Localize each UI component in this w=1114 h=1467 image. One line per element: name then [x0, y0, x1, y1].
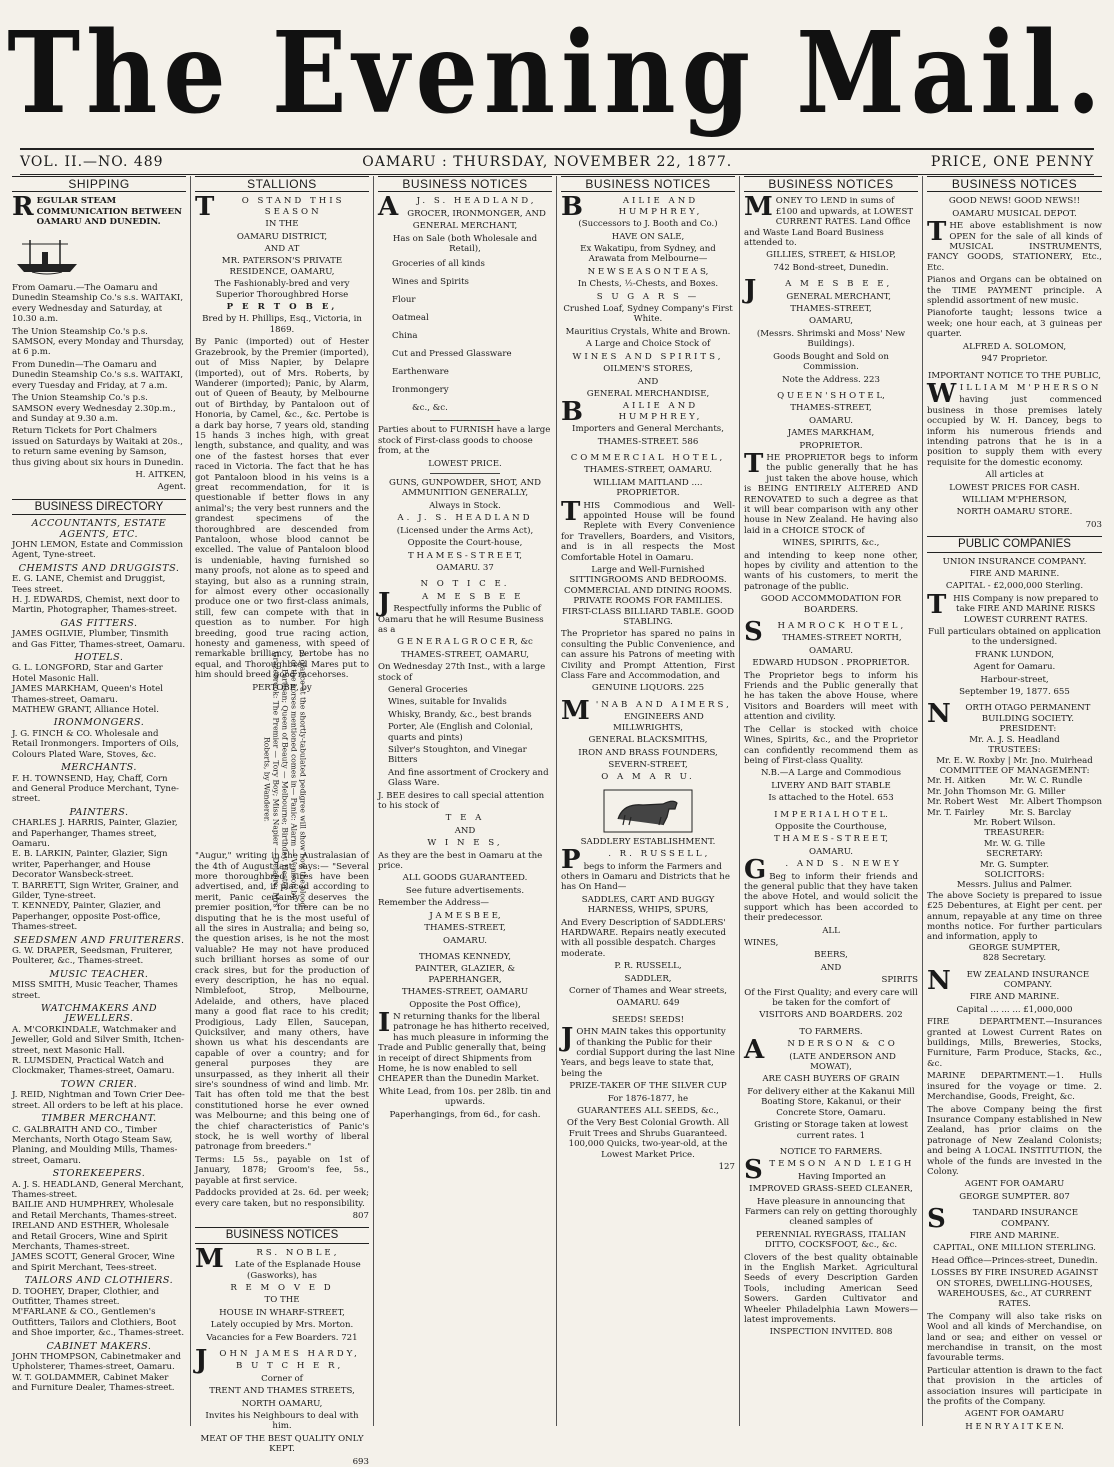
nz-insurance-ad: N EW ZEALAND INSURANCE COMPANY. FIRE AND MARINE. Capital ... ... ... £1,000,000 FIRE DEPARTMENT.—Insurances granted at Lowest Current Rates on buildings, Mills, Breweries, Stocks, Furniture, Farm Produce, Stacks, &c., &c. MARINE DEPARTMENT.—1. Hulls insured for the voyage or time. 2. Merchandise, Goods, Freight, &c. The above Company being the first Insurance Company established in New Zealand, has prior claims on the patronage of New Zealand Colonists; and being A LOCAL INSTITUTION, the whole of the funds are invested in the Colony. AGENT FOR OAMARU GEORGE SUMPTER. 807	[927, 965, 1102, 1202]
standard-insurance-ad: S TANDARD INSURANCE COMPANY. FIRE AND MARINE. CAPITAL, ONE MILLION STERLING. Head Office—Princes-street, Dunedin. LOSSES BY FIRE INSURED AGAINST ON STORES, DWELLING-HOUSES, WAREHOUSES, &c., AT CURRENT RATES. The Company will also take risks on Wool and all kinds of Merchandise, on land or sea; and either on vessel or merchandise in transit, on the most favourable terms. Particular attention is drawn to the fact that provision in the articles of association insures will participate in the profits of the Company. AGENT FOR OAMARU H E N R Y A I T K E N.	[927, 1204, 1102, 1432]
pedigree-table: A glance at the shortly-tabulated pedigree will show how the blood of the horses mentioned comes in— Panic: Alarm — Venison by Partisan; Queen of Beauty — Melbourne; Birthday. Hester Grazebrook: The Premier — Tory Boy; Miss Napier — Delapre; Mrs Roberts, by Wanderer.	[262, 651, 308, 908]
jbee-ad: J A M E S B E E, GENERAL MERCHANT, THAMES-STREET, OAMARU, (Messrs. Shrimski and Moss' New Buildings). Goods Bought and Sold on Commission. Note the Address. 223	[744, 275, 906, 385]
directory-entry: CHEMISTS AND DRUGGISTS. E. G. LANE, Chemist and Druggist, Tees street.	[12, 562, 180, 595]
shipping-sign: H. AITKEN,	[135, 469, 186, 480]
music-depot-ad: GOOD NEWS! GOOD NEWS!! OAMARU MUSICAL DEPOT. THE above establishment is now OPEN for the sale of all kinds of MUSICAL INSTRUMENTS, FANCY GOODS, STATIONERY, Etc., Etc. Pianos and Organs can be obtained on the TIME PAYMENT principle. A splendid assortment of new music. Pianoforte taught; lessons twice a week; one hour each, at 3 guineas per quarter. ALFRED A. SOLOMON, 947 Proprietor.	[927, 196, 1102, 365]
drop-cap: J	[561, 1023, 574, 1054]
stemson-ad: NOTICE TO FARMERS. STEMSON AND LEIGH Having Imported an IMPROVED GRASS-SEED CLEANER, Have pleasure in announcing that Farmers can rely on getting thoroughly cleaned samples of PERENNIAL RYEGRASS, ITALIAN DITTO, COCKSFOOT, &c., &c. Clovers of the best quality obtainable in the English Market. Agricultural Seeds of every Description Garden Tools, including American Seed Sowers. Garden Cultivator and Wheeler Philadelphia Lawn Mowers—latest improvements. INSPECTION INVITED. 808	[744, 1146, 918, 1338]
drop-cap: I	[378, 1007, 391, 1038]
directory-entry: E. B. LARKIN, Painter, Glazier, Sign writer, Paperhanger, and House Decorator Wansbeck-street.	[12, 849, 168, 881]
union-insurance-ad: UNION INSURANCE COMPANY. FIRE AND MARINE. CAPITAL - £2,000,000 Sterling. THIS Company is now prepared to take FIRE AND MARINE RISKS LOWEST CURRENT RATES. Full particulars obtained on application to the undersigned. FRANK LUNDON, Agent for Oamaru. Harbour-street, September 19, 1877. 655	[927, 556, 1101, 698]
directory-entry: T. BARRETT, Sign Writer, Grainer, and Gilder, Tyne-street.	[12, 880, 179, 901]
volume-number: VOL. II.—NO. 489	[20, 154, 164, 170]
column-heading: STALLIONS	[195, 176, 369, 192]
dateline	[20, 148, 1094, 175]
directory-entry: JAMES MARKHAM, Queen's Hotel Thames-street, Oamaru.	[12, 684, 163, 705]
column-4	[557, 176, 740, 1426]
north-otago-building-society-ad: N ORTH OTAGO PERMANENT BUILDING SOCIETY. PRESIDENT: Mr. A. J. S. Headland TRUSTEES: Mr. E. W. Roxby | Mr. Jno. Muirhead COMMITTEE OF MANAGEMENT: Mr. H. Aitken Mr. John Thomson Mr. Robert West Mr. T. Fairley Mr. W. C. Rundle Mr. G. Miller Mr. Albert Thompson Mr. S. Barclay Mr. Robert Wilson. TREASURER: Mr. W. G. Tille SECRETARY: Mr. G. Sumpter. SOLICITORS: Messrs. Julius and Palmer. The above Society is prepared to issue £25 Debentures, at Eight per cent. per annum, repayable at any time on three months notice. For further particulars and information, apply to GEORGE SUMPTER, 828 Secretary.	[927, 699, 1102, 964]
shipping-ad	[12, 192, 186, 493]
column-6	[923, 176, 1106, 1432]
drop-cap: M	[744, 192, 773, 223]
shipping-p5: Return Tickets for Port Chalmers issued on Saturdays by Waitaki at 20s., to return same evening by Samson, thus giving about six hours in Dunedin.	[12, 426, 184, 468]
directory-entry: STOREKEEPERS. A. J. S. HEADLAND, General Merchant, Thames-street.	[12, 1168, 184, 1200]
directory-entry: PAINTERS. CHARLES J. HARRIS, Painter, Glazier, and Paperhanger, Thames street, Oamaru.	[12, 806, 178, 849]
drop-cap: R	[12, 192, 34, 223]
directory-entry: TOWN CRIER. J. REID, Nightman and Town Crier Dee-street. All orders to be left at his place.	[12, 1078, 185, 1111]
masthead	[0, 0, 1114, 148]
directory-entry: WATCHMAKERS AND JEWELLERS. A. M'CORKINDALE, Watchmaker and Jeweller, Gold and Silver Smith, Itchen-street, next Masonic Hall.	[12, 1003, 185, 1056]
column-heading: BUSINESS NOTICES	[378, 176, 552, 192]
drop-cap: T	[744, 448, 764, 479]
noble-ad: M RS. NOBLE, Late of the Esplanade House (Gasworks), has R E M O V E D TO THE HOUSE IN WHARF-STREET, Lately occupied by Mrs. Morton. Vacancies for a Few Boarders. 721	[195, 1243, 361, 1343]
column-3	[374, 176, 557, 1426]
mpherson-ad: IMPORTANT NOTICE TO THE PUBLIC, WILLIAM M'PHERSON having just commenced business in those premises lately occupied by W. H. Dancey, begs to inform his numerous friends and intending patrons that he is in a position to supply them with every requisite for the domestic economy. All articles at LOWEST PRICES FOR CASH. WILLIAM M'PHERSON, NORTH OAMARU STORE. 703	[927, 370, 1102, 530]
price: PRICE, ONE PENNY	[930, 154, 1094, 170]
shipping-p2: The Union Steamship Co.'s p.s. SAMSON, every Monday and Thursday, at 6 p.m.	[12, 326, 184, 358]
hardy-ad: J OHN JAMES HARDY, B U T C H E R, Corner of TRENT AND THAMES STREETS, NORTH OAMARU, Invites his Neighbours to deal with him. MEAT OF THE BEST QUALITY ONLY KEPT. 693	[195, 1344, 369, 1467]
kennedy-ad: THOMAS KENNEDY, PAINTER, GLAZIER, & PAPERHANGER, THAMES-STREET, OAMARU Opposite the Post Office), I N returning thanks for the liberal patronage he has hitherto received, has much pleasure in informing the Trade and Public generally that, being in receipt of direct Shipments from Home, he is now enabled to sell CHEAPER than the Dunedin Market. White Lead, from 10s. per 28lb. tin and upwards. Paperhangings, from 6d., for cash.	[378, 951, 552, 1120]
column-heading: BUSINESS NOTICES	[744, 176, 918, 192]
directory-entry: TIMBER MERCHANT. C. GALBRAITH AND CO., Timber Merchants, North Otago Steam Saw, Planing, and Moulding Mills, Thames-street, Oamaru.	[12, 1113, 178, 1166]
drop-cap: B	[561, 397, 583, 428]
column-2	[191, 176, 374, 1467]
directory-entry: IRONMONGERS. J. G. FINCH & CO. Wholesale and Retail Ironmongers. Importers of Oils, Colours Plated Ware, Stoves, &c.	[12, 717, 179, 760]
drop-cap: N	[927, 699, 951, 730]
place-date: OAMARU : THURSDAY, NOVEMBER 22, 1877.	[362, 154, 733, 170]
business-directory	[12, 519, 186, 1394]
directory-entry: M'FARLANE & CO., Gentlemen's Outfitters, Tailors and Clothiers, Boot and Shoe importer, &c., Thames-street.	[12, 1307, 185, 1339]
shipping-intro: EGULAR STEAM COMMUNICATION BETWEEN OAMARU AND DUNEDIN.	[36, 196, 182, 228]
drop-cap: N	[927, 965, 951, 996]
seeds-ad: SEEDS! SEEDS! JOHN MAIN takes this opportunity of thanking the Public for their cordial Support during the last Nine Years, and begs leave to state that, being the PRIZE-TAKER OF THE SILVER CUP For 1876-1877, he GUARANTEES ALL SEEDS, &c., Of the Very Best Colonial Growth. All Fruit Trees and Shrubs Guaranteed. 100,000 Quicks, two-year-old, at the Lowest Market Price. 127	[561, 1014, 735, 1173]
drop-cap: J	[744, 275, 757, 306]
column-1	[8, 176, 191, 1426]
queens-hotel-ad: Q U E E N ' S H O T E L, THAMES-STREET, OAMARU. JAMES MARKHAM, PROPRIETOR. THE PROPRIETOR begs to inform the public generally that he has just taken the above house, which is BEING ENTIRELY ALTERED AND RENOVATED to such a degree as that it will bear comparison with any other house in New Zealand. He having also laid in a CHOICE STOCK of WINES, SPIRITS, &c., and intending to keep none other, hopes by civility and attention to the wants of his customers, to merit the patronage of the public. GOOD ACCOMMODATION FOR BOARDERS.	[744, 390, 918, 615]
directory-entry: ACCOUNTANTS, ESTATE AGENTS, ETC. JOHN LEMON, Estate and Commission Agent, Tyne-street.	[12, 518, 183, 561]
steamship-icon	[12, 234, 82, 276]
column-heading: PUBLIC COMPANIES	[927, 536, 1102, 552]
shamrock-hotel-ad: S HAMROCK HOTEL, THAMES-STREET NORTH, OAMARU. EDWARD HUDSON . PROPRIETOR. The Proprietor begs to inform his Friends and the Public generally that he has taken the above House, where Visitors and Boarders will meet with attention and civility. The Cellar is stocked with choice Wines, Spirits, &c., and the Proprietor can confidently recommend them as being of First-class Quality. N.B.—A Large and Commodious LIVERY AND BAIT STABLE Is attached to the Hotel. 653	[744, 617, 918, 804]
column-heading: BUSINESS DIRECTORY	[12, 499, 186, 515]
drop-cap: T	[195, 192, 215, 223]
drop-cap: G	[744, 855, 767, 886]
drop-cap: J	[378, 587, 391, 618]
column-5	[740, 176, 923, 1426]
stallion-ad: T O STAND THIS SEASON IN THE OAMARU DISTRICT, AND AT MR. PATERSON'S PRIVATE RESIDENCE, OAMARU, The Fashionably-bred and very Superior Thoroughbred Horse P E R T O B E, Bred by H. Phillips, Esq., Victoria, in 1869. By Panic (imported) out of Hester Grazebrook, by the Premier (imported), out of Miss Napier, by Delapre (imported), out of Mrs. Roberts, by Wanderer (imported); Panic, by Alarm, out of Queen of Beauty, by Melbourne out of Birthday, by Pantaloon out of Honoria, by Camel, &c., &c. Pertobe is a dark bay horse, 7 years old, standing 15 hands 3 inches high, with great length, substance, and quality, and was one of the fastest horses that ever raced in Victoria. The fact that he has got Pantaloon blood in his veins is a great recommendation, for it is questionable if better flows in any animal's; the very best runners and the grandest specimens of the thoroughbred are descended from Pantaloon, whose blood cannot be excelled. The value of Pantaloon blood is undeniable, having furnished so many proofs, not alone as to speed and staying, but also as a running strain, for almost every other occasionally produce one or two first-class animals, still, few can compete with that in question as to number. For high breeding, good true racing action, honesty and gameness, with speed of remarkable brilliancy, Pertobe has no equal, and Thoroughbred Mares put to him should breed good racehorses. PERTOBE, by A glance at the shortly-tabulated pedigree will show how the blood of the horses mentioned comes in— Panic: Alarm — Venison by Partisan; Queen of Beauty — Melbourne; Birthday. Hester Grazebrook: The Premier — Tory Boy; Miss Napier — Delapre; Mrs Roberts, by Wanderer. "Augur," writing in the Australasian of the 4th of August last, says:— "Several more thoroughbred sires have been advertised, and, if placed according to merit, Panic certainly deserves the premier position, for there can be no disputing that he is the most useful of all the sires in Australia; and being so, the question arises, is he not the most valuable? He may not have produced such brilliant horses as some of our crack sires, but for the production of every description, he has no equal. Nimblefoot, Strop, Melbourne, Adelaide, and others, have placed many a good flat race to his credit; Prodigious, Lady Ellen, Saucepan, Quicksilver, and many others, have shown us what his descendants are capable of over a country; and for general purposes they are unsurpassed, as they inherit all their sire's soundness of wind and limb. Mr. Tait has often told me that the best constitutioned horse he ever owned was Melbourne; and this being one of the chief characteristics of Panic's stock, he is well worthy of liberal patronage from breeders." Terms: L5 5s., payable on 1st of January, 1878; Groom's fee, 5s., payable at first service. Paddocks provided at 2s. 6d. per week; every care taken, but no responsibility. 807	[195, 192, 369, 1221]
money-ad: MONEY TO LEND in sums of £100 and upwards, at LOWEST CURRENT RATES. Land Office and Waste Land Board Business attended to. GILLIES, STREET, & HISLOP, 742 Bond-street, Dunedin.	[744, 192, 914, 273]
directory-entry: BAILIE AND HUMPHREY, Wholesale and Retail Merchants, Thames-street.	[12, 1200, 177, 1221]
newspaper-title: The Evening Mail.	[7, 7, 1107, 140]
drop-cap: M	[195, 1243, 224, 1274]
commercial-hotel-ad: COMMERCIAL HOTEL, THAMES-STREET, OAMARU. WILLIAM MAITLAND .... PROPRIETOR. THIS Commodious and Well-appointed House will be found Replete with Every Convenience for Travellers, Boarders, and Visitors, and is in all respects the Most Comfortable Hotel in Oamaru. Large and Well-Furnished SITTINGROOMS AND BEDROOMS. COMMERCIAL AND DINING ROOMS. PRIVATE ROOMS FOR FAMILIES. FIRST-CLASS BILLIARD TABLE. GOOD STABLING. The Proprietor has spared no pains in consulting the Public Convenience, and can assure his Patrons of meeting with Civility and Prompt Attention, First Class Fare and Accommodation, and GENUINE LIQUORS. 225	[561, 452, 735, 694]
directory-entry: JAMES SCOTT, General Grocer, Wine and Spirit Merchant, Tees-street.	[12, 1252, 175, 1273]
imperial-hotel-ad: I M P E R I A L H O T E L. Opposite the Courthouse, T H A M E S - S T R E E T, OAMARU. G . AND S. NEWEY Beg to inform their friends and the general public that they have taken the above Hotel, and would solicit the support which has been accorded to their predecessor. ALL WINES, BEERS, AND SPIRITS Of the First Quality; and every care will be taken for the comfort of VISITORS AND BOARDERS. 202	[744, 809, 918, 1021]
shipping-p1: From Oamaru.—The Oamaru and Dunedin Steamship Co.'s s.s. WAITAKI, every Wednesday and Saturday, at 10.30 a.m.	[12, 283, 184, 325]
drop-cap: P	[561, 845, 581, 876]
directory-entry: CABINET MAKERS. JOHN THOMPSON, Cabinetmaker and Upholsterer, Thames-street, Oamaru.	[12, 1340, 182, 1373]
drop-cap: T	[561, 496, 581, 527]
saddlery-ad: SADDLERY ESTABLISHMENT. P . R. RUSSELL, begs to inform the Farmers and others in Oamaru and Districts that he has On Hand— SADDLES, CART AND BUGGY HARNESS, WHIPS, SPURS, And Every Description of SADDLERS' HARDWARE. Repairs neatly executed with all possible despatch. Charges moderate. P. R. RUSSELL, SADDLER, Corner of Thames and Wear streets, OAMARU. 649	[561, 789, 735, 1009]
directory-entry: HOTELS. G. L. LONGFORD, Star and Garter Hotel Masonic Hall.	[12, 652, 163, 684]
column-heading: BUSINESS NOTICES	[561, 176, 735, 192]
mnab-ad: M 'NAB AND AIMERS, ENGINEERS AND MILLWRIGHTS, GENERAL BLACKSMITHS, IRON AND BRASS FOUNDERS, SEVERN-STREET, O A M A R U.	[561, 695, 732, 783]
drop-cap: S	[744, 617, 763, 648]
directory-entry: SEEDSMEN AND FRUITERERS. G. W. DRAPER, Seedsman, Fruiterer, Poulterer, &c., Thames-street.	[12, 934, 185, 967]
directory-entry: T. KENNEDY, Painter, Glazier, and Paperhanger, opposite Post-office, Thames-street.	[12, 901, 161, 933]
horse-name: P E R T O B E,	[226, 302, 338, 313]
directory-entry: W. T. GOLDAMMER, Cabinet Maker and Furniture Dealer, Thames-street.	[12, 1372, 175, 1394]
column-heading: BUSINESS NOTICES	[927, 176, 1102, 192]
drop-cap: T	[927, 589, 947, 620]
directory-entry: TAILORS AND CLOTHIERS. D. TOOHEY, Draper, Clothier, and Outfitter, Thames street.	[12, 1275, 174, 1307]
drop-cap: B	[561, 192, 583, 223]
drop-cap: M	[561, 695, 590, 726]
directory-entry: R. LUMSDEN, Practical Watch and Clockmaker, Thames-street, Oamaru.	[12, 1056, 175, 1077]
horse-icon	[603, 789, 693, 833]
goods-list: Groceries of all kinds Wines and Spirits Flour Oatmeal China Cut and Pressed Glassware Earthenware Ironmongery &c., &c.	[392, 259, 512, 414]
columns	[8, 176, 1108, 1467]
bee-ad: N O T I C E. J A M E S B E E Respectfully informs the Public of Oamaru that he will Resume Business as a G E N E R A L G R O C E R, &c THAMES-STREET, OAMARU, On Wednesday 27th Inst., with a large stock of General Groceries Wines, suitable for Invalids Whisky, Brandy, &c., best brands Porter, Ale (English and Colonial, quarts and pints) Silver's Stoughton, and Vinegar Bitters And fine assortment of Crockery and Glass Ware. J. BEE desires to call special attention to his stock of T E A AND W I N E S, As they are the best in Oamaru at the price. ALL GOODS GUARANTEED. See future advertisements. Remember the Address— J A M E S B E E, THAMES-STREET, OAMARU.	[378, 579, 552, 946]
committee-list: Mr. H. Aitken Mr. John Thomson Mr. Robert West Mr. T. Fairley Mr. W. C. Rundle Mr. G. Miller Mr. Albert Thompson Mr. S. Barclay	[927, 776, 1102, 818]
bailie-ad: B AILIE AND HUMPHREY, (Successors to J. Booth and Co.) HAVE ON SALE, Ex Wakatipu, from Sydney, and Arawata from Melbourne— N E W S E A S O N T E A S, In Chests, ½-Chests, and Boxes. S U G A R S — Crushed Loaf, Sydney Company's First White. Mauritius Crystals, White and Brown. A Large and Choice Stock of WINES AND SPIRITS, OILMEN'S STORES, AND GENERAL MERCHANDISE, B AILIE AND HUMPHREY, Importers and General Merchants, THAMES-STREET. 586	[561, 192, 733, 447]
column-heading: BUSINESS NOTICES	[195, 1227, 369, 1243]
drop-cap: S	[927, 1204, 946, 1235]
column-heading: SHIPPING	[12, 176, 186, 192]
shipping-p4: The Union Steamship Co.'s p.s. SAMSON every Wednesday 2.30p.m., and Sunday at 9.30 a.m.	[12, 393, 176, 424]
directory-entry: MATHEW GRANT, Alliance Hotel.	[12, 705, 160, 716]
shipping-sign2: Agent.	[157, 482, 186, 493]
drop-cap: A	[378, 192, 399, 223]
shipping-p3: From Dunedin—The Oamaru and Dunedin Steamship Co.'s s.s. WAITAKI, every Tuesday and Friday, at 7 a.m.	[12, 359, 184, 391]
directory-entry: IRELAND AND ESTHER, Wholesale and Retail Grocers, Wine and Spirit Merchants, Thames-street.	[12, 1221, 169, 1252]
drop-cap: J	[195, 1344, 208, 1375]
drop-cap: S	[744, 1155, 763, 1186]
directory-entry: MUSIC TEACHER. MISS SMITH, Music Teacher, Thames street.	[12, 968, 178, 1001]
drop-cap: T	[927, 217, 947, 248]
headland-ad: A J. S. HEADLAND, GROCER, IRONMONGER, AND GENERAL MERCHANT, Has on Sale (both Wholesale and Retail), Groceries of all kinds Wines and Spirits Flour Oatmeal China Cut and Pressed Glassware Earthenware Ironmongery &c., &c. Parties about to FURNISH have a large stock of First-class goods to choose from, at the LOWEST PRICE. GUNS, GUNPOWDER, SHOT, AND AMMUNITION GENERALLY, Always in Stock. A. J. S. HEADLAND (Licensed under the Arms Act), Opposite the Court-house, T H A M E S - S T R E E T, OAMARU. 37	[378, 192, 551, 573]
directory-entry: GAS FITTERS. JAMES OGILVIE, Plumber, Tinsmith and Gas Fitter, Thames-street, Oamaru.	[12, 617, 186, 650]
drop-cap: W	[927, 378, 957, 409]
directory-entry: MERCHANTS. F. H. TOWNSEND, Hay, Chaff, Corn and General Produce Merchant, Tyne-street.	[12, 762, 179, 805]
drop-cap: A	[744, 1035, 765, 1066]
grocery-list: General Groceries Wines, suitable for Invalids Whisky, Brandy, &c., best brands Porter, Ale (English and Colonial, quarts and pints) Silver's Stoughton, and Vinegar Bitters And fine assortment of Crockery and Glass Ware.	[388, 684, 549, 789]
anderson-ad: TO FARMERS. A NDERSON & CO (LATE ANDERSON AND MOWAT), ARE CASH BUYERS OF GRAIN For delivery either at the Kakanui Mill Boating Store, Kakanui, or their Concrete Store, Oamaru. Gristing or Storage taken at lowest current rates. 1	[744, 1026, 915, 1141]
directory-entry: H. J. EDWARDS, Chemist, next door to Martin, Photographer, Thames-street.	[12, 595, 180, 616]
